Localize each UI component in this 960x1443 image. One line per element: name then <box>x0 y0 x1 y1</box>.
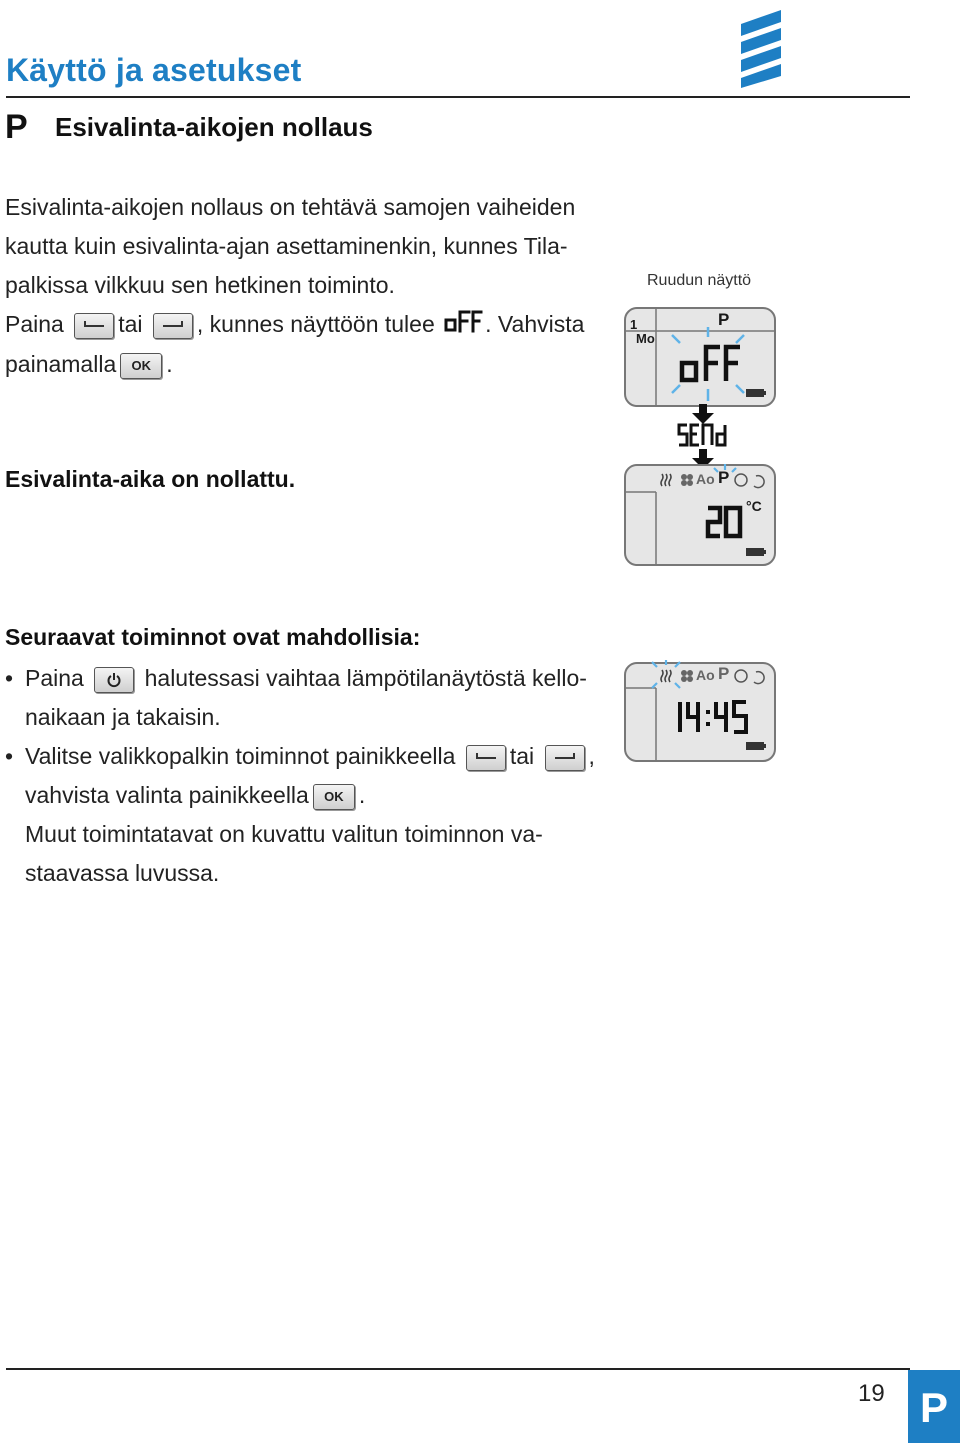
intro-text: painamalla <box>5 351 117 378</box>
ok-key-icon: OK <box>120 353 162 379</box>
intro-text: Paina <box>5 311 64 337</box>
intro-text: , kunnes näyttöön tulee <box>196 311 435 337</box>
page-number: 19 <box>858 1380 885 1407</box>
list-text: . <box>358 782 366 808</box>
display-caption: Ruudun näyttö <box>647 272 752 289</box>
options-list <box>5 659 625 893</box>
ok-key-icon: OK <box>313 784 355 810</box>
list-item-continuation: naikaan ja takaisin. <box>25 704 221 730</box>
send-segment-text <box>677 423 729 452</box>
list-text: Valitse valikkopalkin toiminnot painikkeella <box>25 743 456 769</box>
intro-paragraph <box>5 188 605 384</box>
footer-rule <box>6 1368 910 1370</box>
lcd-display-off <box>622 305 782 416</box>
list-text: halutessasi vaihtaa lämpötilanäytöstä kello- <box>144 665 587 691</box>
power-key-icon <box>94 667 134 693</box>
intro-line: palkissa vilkkuu sen hetkinen toiminto. <box>5 272 395 298</box>
paragraph-line: Muut toimintatavat on kuvattu valitun toiminnon va- <box>25 821 543 847</box>
list-text: vahvista valinta painikkeella <box>25 782 309 808</box>
list-text: tai <box>509 743 535 769</box>
list-item <box>5 737 625 776</box>
day-number: 1 <box>630 317 638 332</box>
mode-indicator: P <box>718 468 730 487</box>
lcd-display-temperature <box>622 462 782 575</box>
list-item <box>5 659 625 698</box>
lcd-display-clock <box>622 660 782 771</box>
list-text: Paina <box>25 665 84 691</box>
bullet-icon: • <box>5 665 14 691</box>
intro-text: . <box>166 351 173 378</box>
mode-icons-label: Ao <box>696 471 715 487</box>
section-letter: P <box>5 108 28 146</box>
inline-off-segment-text <box>443 306 483 345</box>
section-tab-letter: P <box>919 1384 948 1431</box>
next-heading: Seuraavat toiminnot ovat mahdollisia: <box>5 624 421 650</box>
intro-text: . Vahvista <box>485 311 585 337</box>
list-text: , <box>588 743 595 769</box>
header-rule <box>6 96 910 98</box>
bullet-icon: • <box>5 743 14 769</box>
intro-text: tai <box>118 311 143 337</box>
mode-indicator: P <box>718 310 730 329</box>
section-tab <box>908 1370 960 1443</box>
section-title: Esivalinta-aikojen nollaus <box>55 112 373 142</box>
mode-icons-label: Ao <box>696 667 715 683</box>
paragraph-line: staavassa luvussa. <box>25 860 220 886</box>
mode-indicator: P <box>718 664 730 683</box>
temperature-unit: °C <box>746 498 762 514</box>
right-arrow-key-icon <box>545 745 585 771</box>
intro-line: kautta kuin esivalinta-ajan asettaminenkin, kunnes Tila- <box>5 233 568 259</box>
result-text: Esivalinta-aika on nollattu. <box>5 466 296 492</box>
intro-line <box>5 305 605 345</box>
right-arrow-key-icon <box>153 313 193 339</box>
list-item-continuation <box>5 776 625 815</box>
brand-logo <box>737 8 785 93</box>
left-arrow-key-icon <box>74 313 114 339</box>
intro-line: Esivalinta-aikojen nollaus on tehtävä samojen vaiheiden <box>5 194 576 220</box>
left-arrow-key-icon <box>466 745 506 771</box>
day-label: Mo <box>636 331 655 346</box>
intro-line <box>5 345 605 384</box>
page-header-title: Käyttö ja asetukset <box>6 52 302 88</box>
